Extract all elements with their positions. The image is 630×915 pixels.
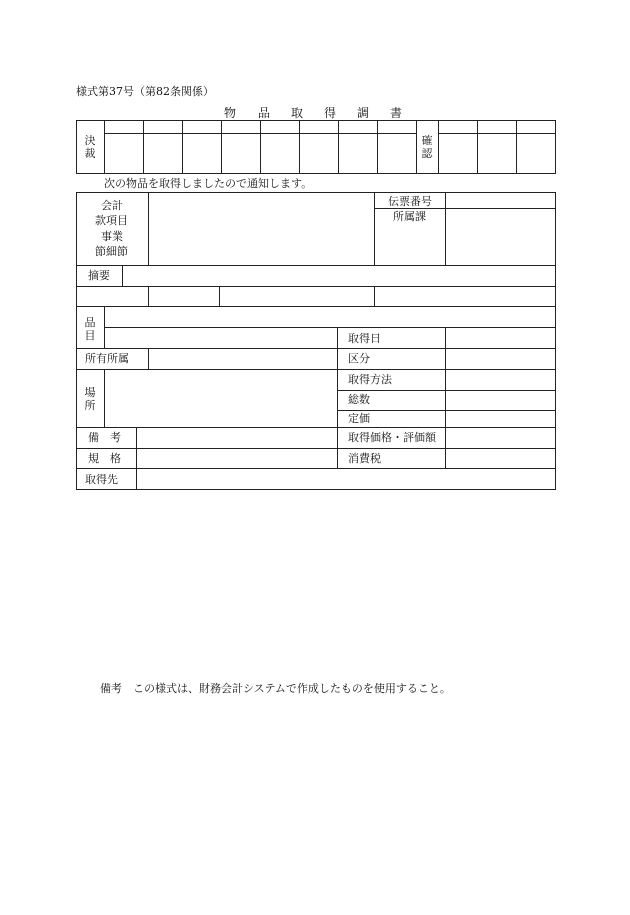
category-label: 区分 xyxy=(348,352,370,365)
grid-line xyxy=(136,427,137,490)
grid-line xyxy=(182,120,183,174)
total-quantity-label: 総数 xyxy=(348,393,370,406)
form-number: 様式第37号（第82条関係） xyxy=(76,85,214,98)
grid-line xyxy=(260,120,261,174)
department-label: 所属課 xyxy=(393,210,426,223)
grid-line xyxy=(122,265,123,286)
title-char: 取 xyxy=(291,106,304,120)
grid-line xyxy=(76,468,556,469)
fixed-price-label: 定価 xyxy=(348,412,370,425)
grid-line xyxy=(148,192,149,265)
title-char: 品 xyxy=(258,106,271,120)
grid-line xyxy=(374,192,375,265)
section-label: 節細節 xyxy=(95,245,128,258)
spec-label: 規 格 xyxy=(88,452,121,465)
grid-line xyxy=(477,120,478,174)
grid-line xyxy=(516,120,517,174)
title-char: 調 xyxy=(357,106,370,120)
grid-line xyxy=(143,120,144,174)
place-label: 場 所 xyxy=(84,386,96,412)
grid-line xyxy=(104,327,556,328)
grid-line xyxy=(337,410,556,411)
grid-line xyxy=(104,120,105,174)
acquisition-method-label: 取得方法 xyxy=(348,373,392,386)
grid-line xyxy=(377,120,378,174)
account-label: 会計 xyxy=(101,199,123,212)
acquired-from-label: 取得先 xyxy=(85,473,118,486)
grid-line xyxy=(299,120,300,174)
grid-line xyxy=(374,286,375,306)
grid-line xyxy=(416,120,417,174)
grid-line xyxy=(337,390,556,391)
item-code-label: 款項目 xyxy=(95,214,128,227)
grid-line xyxy=(148,286,149,306)
grid-line xyxy=(221,120,222,174)
decision-label: 決 裁 xyxy=(84,134,96,160)
slip-number-label: 伝票番号 xyxy=(388,195,432,208)
grid-line xyxy=(104,133,416,134)
grid-line xyxy=(104,369,105,427)
grid-line xyxy=(438,120,439,174)
grid-line xyxy=(219,286,220,306)
owner-affiliation-label: 所有所属 xyxy=(85,352,129,365)
acquisition-price-label: 取得価格・評価額 xyxy=(348,431,436,444)
grid-line xyxy=(76,265,556,266)
confirm-label: 確 認 xyxy=(421,134,433,160)
acquisition-date-label: 取得日 xyxy=(348,332,381,345)
remarks-label: 備 考 xyxy=(88,431,121,444)
grid-line xyxy=(148,348,149,369)
grid-line xyxy=(76,369,556,370)
grid-line xyxy=(438,133,556,134)
intro-text: 次の物品を取得しましたので通知します。 xyxy=(104,177,313,190)
grid-line xyxy=(338,120,339,174)
footer-note: 備考 この様式は、財務会計システムで作成したものを使用すること。 xyxy=(100,682,451,695)
grid-line xyxy=(374,208,556,209)
grid-line xyxy=(76,448,556,449)
title-char: 書 xyxy=(390,106,403,120)
grid-line xyxy=(445,192,446,265)
grid-line xyxy=(76,306,556,307)
grid-line xyxy=(76,427,556,428)
title-char: 物 xyxy=(224,106,237,120)
consumption-tax-label: 消費税 xyxy=(348,452,381,465)
item-label: 品 目 xyxy=(84,316,96,342)
title-char: 得 xyxy=(324,106,337,120)
approval-table-border xyxy=(76,120,556,174)
business-label: 事業 xyxy=(101,230,123,243)
summary-label: 摘要 xyxy=(88,269,110,282)
